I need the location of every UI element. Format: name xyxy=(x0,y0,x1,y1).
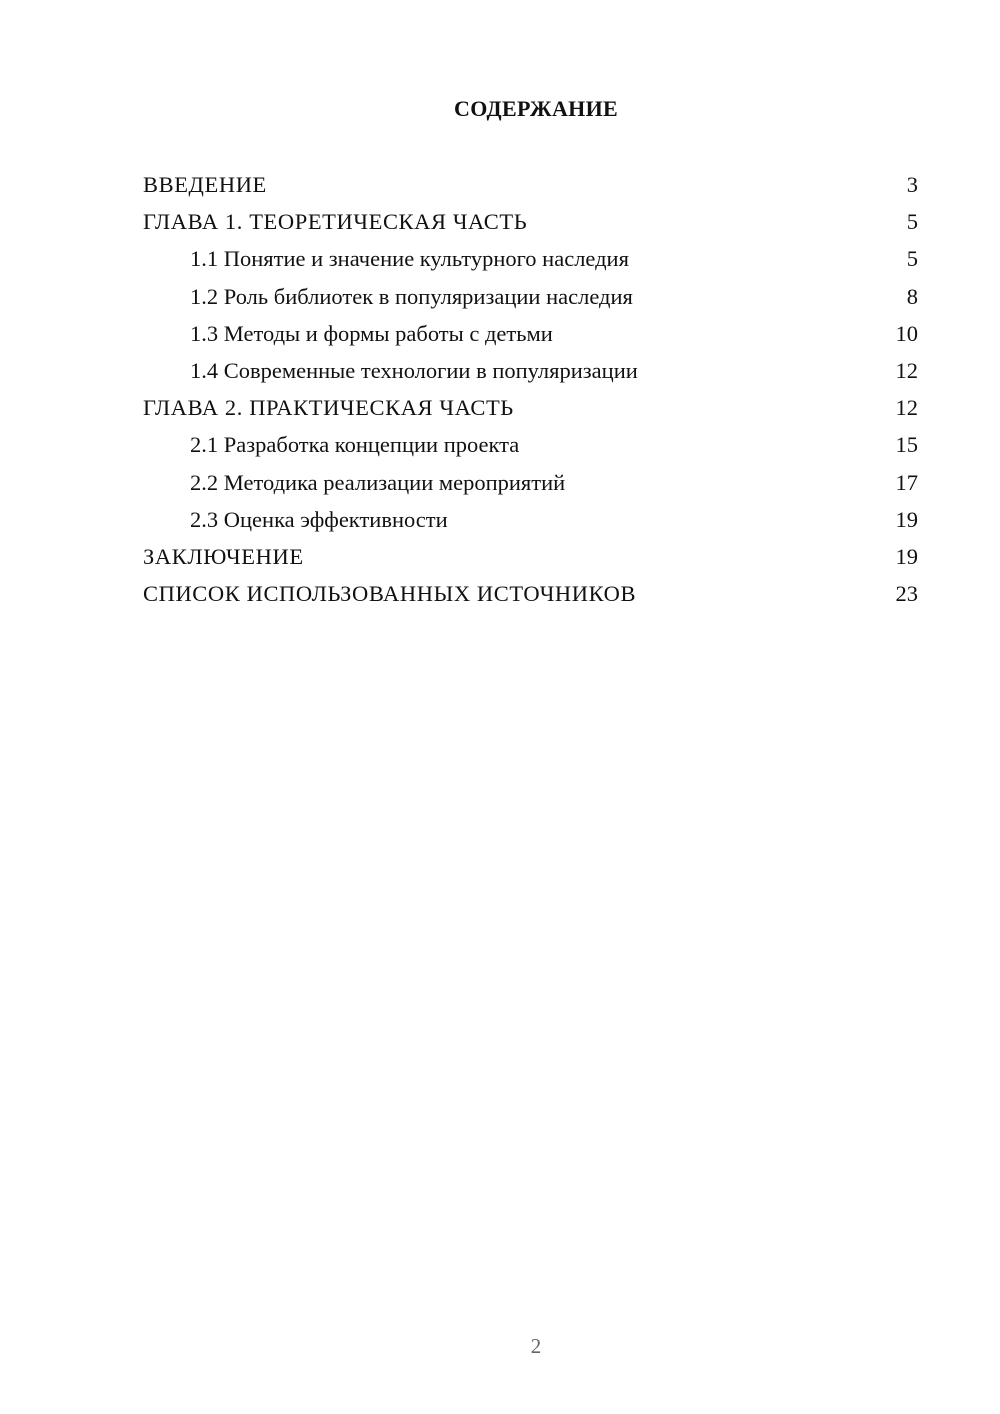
toc-entry-page: 15 xyxy=(895,432,918,458)
toc-entry-label: ГЛАВА 1. ТЕОРЕТИЧЕСКАЯ ЧАСТЬ xyxy=(143,209,528,235)
toc-entry-label: ВВЕДЕНИЕ xyxy=(143,172,267,197)
toc-entry-introduction xyxy=(143,166,918,203)
toc-entry-label: 2.3 Оценка эффективности xyxy=(190,506,448,532)
toc-entry-page: 19 xyxy=(895,506,918,532)
toc-entry-label: СПИСОК ИСПОЛЬЗОВАННЫХ ИСТОЧНИКОВ xyxy=(143,581,637,607)
toc-entry-label: 2.2 Методика реализации мероприятий xyxy=(190,469,566,495)
toc-entry-conclusion xyxy=(143,538,918,575)
toc-entry-label: ЗАКЛЮЧЕНИЕ xyxy=(143,543,304,569)
toc-entry-label: ГЛАВА 2. ПРАКТИЧЕСКАЯ ЧАСТЬ xyxy=(143,395,514,421)
toc-entry-section-2-2 xyxy=(143,464,918,501)
page-number: 2 xyxy=(530,1334,542,1358)
toc-entry-page: 19 xyxy=(895,543,918,569)
toc-entry-page: 23 xyxy=(895,581,918,607)
toc-entry-section-2-1 xyxy=(143,426,918,463)
toc-entry-section-1-2 xyxy=(143,278,918,315)
toc-entry-references xyxy=(143,575,918,612)
table-of-contents xyxy=(143,166,918,612)
toc-entry-section-1-3 xyxy=(143,315,918,352)
toc-entry-page: 12 xyxy=(895,357,918,383)
toc-entry-label: 1.3 Методы и формы работы с детьми xyxy=(190,320,553,346)
toc-entry-page: 5 xyxy=(906,209,918,235)
toc-entry-page: 3 xyxy=(906,172,918,197)
toc-entry-chapter-2 xyxy=(143,389,918,426)
toc-entry-chapter-1 xyxy=(143,203,918,240)
toc-entry-label: 1.4 Современные технологии в популяризации xyxy=(190,357,638,383)
toc-entry-page: 17 xyxy=(895,469,918,495)
toc-entry-page: 8 xyxy=(906,283,918,309)
toc-entry-section-2-3 xyxy=(143,501,918,538)
toc-entry-page: 12 xyxy=(895,395,918,421)
toc-entry-label: 1.1 Понятие и значение культурного наследия xyxy=(190,246,629,272)
toc-entry-page: 5 xyxy=(906,246,918,272)
toc-title: СОДЕРЖАНИЕ xyxy=(454,96,618,121)
toc-entry-label: 1.2 Роль библиотек в популяризации наследия xyxy=(190,283,633,309)
toc-entry-section-1-4 xyxy=(143,352,918,389)
toc-entry-page: 10 xyxy=(895,320,918,346)
toc-entry-label: 2.1 Разработка концепции проекта xyxy=(190,432,520,458)
toc-entry-section-1-1 xyxy=(143,240,918,277)
